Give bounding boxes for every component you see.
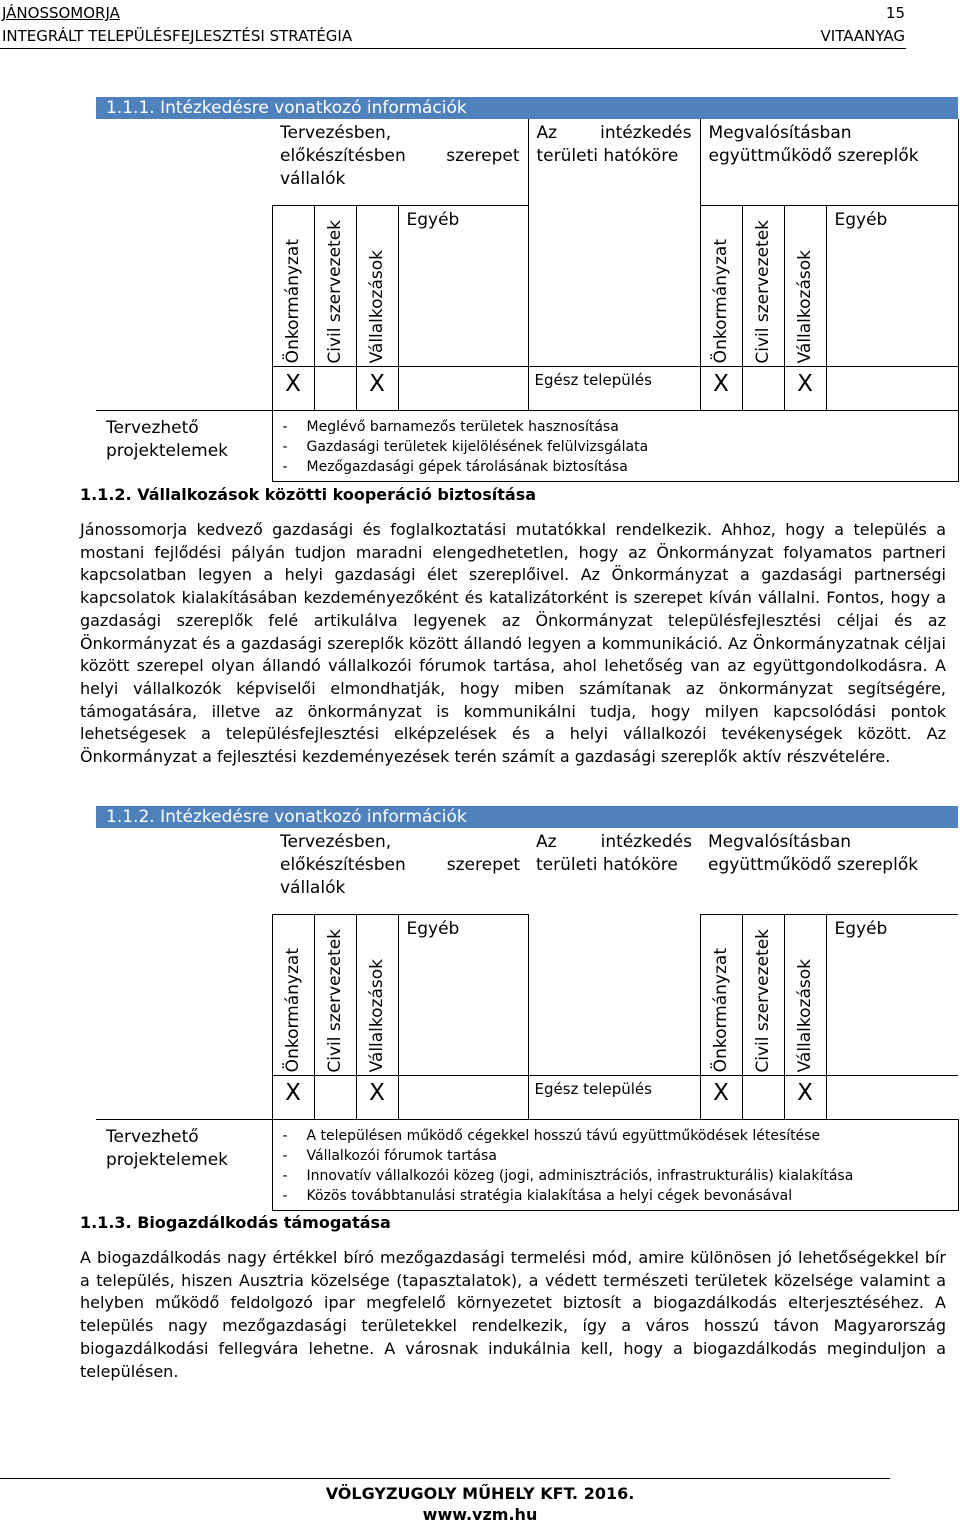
header-document-title: INTEGRÁLT TELEPÜLÉSFEJLESZTÉSI STRATÉGIA [2, 27, 353, 45]
table2-projects-label: Tervezhető projektelemek [96, 1119, 272, 1210]
table2 [96, 828, 959, 1211]
table2-impl-col-municipality: Önkormányzat [700, 914, 742, 1075]
table2-implementation-header: Megvalósításban együttműködő szereplők [708, 832, 919, 875]
table1-mark: X [784, 366, 826, 410]
table1-planning-header: Tervezésben, előkészítésben szerepet vállalók [272, 119, 528, 205]
table2-col-business: Vállalkozások [356, 914, 398, 1075]
table1-mark: X [356, 366, 398, 410]
footer-divider [0, 1478, 890, 1479]
project-item: - Mezőgazdasági gépek tárolásának biztosítása [279, 457, 952, 477]
section-paragraph-organic-farming: A biogazdálkodás nagy értékkel bíró mezőgazdasági termelési mód, amire különösen jó lehetőségekkel bír a település, hiszen Ausztria közelsége (tapasztalatok), a védett természeti területek közelsége valamint a helyben működő feldolgozó ipar megfelelő környezetet biztosít a biogazdálkodás elterjesztéséhez. A település nagy mezőgazdasági területekkel rendelkezik, így a város hosszú távon Magyarország biogazdálkodási fellegvára lehetne. A városnak indukálnia kell, hogy a biogazdálkodás meginduljon a településen. [80, 1248, 946, 1381]
section-heading-organic-farming: 1.1.3. Biogazdálkodás támogatása [80, 1213, 391, 1232]
table2-planning-header: Tervezésben, előkészítésben szerepet vállalók [280, 832, 520, 898]
header-municipality: JÁNOSSOMORJA [2, 4, 120, 22]
table1-projects-label: Tervezhető projektelemek [96, 410, 272, 481]
table2-col-civil: Civil szervezetek [314, 914, 356, 1075]
table1-col-civil: Civil szervezetek [314, 205, 356, 366]
table2-mark [314, 1075, 356, 1119]
table1-impl-col-other: Egyéb [826, 205, 958, 366]
project-item: - Vállalkozói fórumok tartása [279, 1146, 952, 1166]
project-item: - Gazdasági területek kijelölésének felülvizsgálata [279, 437, 952, 457]
table1-title: 1.1.1. Intézkedésre vonatkozó információk [96, 97, 958, 119]
table1-scope-header: Az intézkedés területi hatóköre [528, 119, 700, 205]
table1-projects [272, 410, 958, 481]
table1-scope-value: Egész település [528, 366, 700, 410]
table2-mark [826, 1075, 958, 1119]
table1 [96, 119, 959, 482]
table1-mark [314, 366, 356, 410]
table2-scope-header: Az intézkedés területi hatóköre [536, 832, 692, 875]
table1-mark [826, 366, 958, 410]
section-heading-cooperation: 1.1.2. Vállalkozások közötti kooperáció biztosítása [80, 485, 537, 504]
table2-scope-value: Egész település [528, 1075, 700, 1119]
header-page-number: 15 [885, 4, 905, 22]
table2-col-municipality: Önkormányzat [272, 914, 314, 1075]
footer-company: VÖLGYZUGOLY MŰHELY KFT. 2016. [325, 1484, 635, 1503]
table2-impl-col-business: Vállalkozások [784, 914, 826, 1075]
table2-mark: X [272, 1075, 314, 1119]
table1-mark [742, 366, 784, 410]
header-divider [0, 48, 906, 49]
table1-col-other: Egyéb [398, 205, 528, 366]
footer-website: www.vzm.hu [422, 1505, 538, 1524]
project-item: - Meglévő barnamezős területek hasznosítása [279, 417, 952, 437]
table2-mark: X [700, 1075, 742, 1119]
table1-implementation-header: Megvalósításban együttműködő szereplők [700, 119, 958, 205]
table1-impl-col-civil: Civil szervezetek [742, 205, 784, 366]
table2-title: 1.1.2. Intézkedésre vonatkozó információk [96, 806, 958, 828]
section-paragraph-cooperation: Jánossomorja kedvező gazdasági és foglalkoztatási mutatókkal rendelkezik. Ahhoz, hogy a település a mostani fejlődési pályán tudjon maradni elengedhetetlen, hogy az Önkormányzat folyamatos partneri kapcsolatban legyen a helyi gazdasági élet szereplőivel. Az Önkormányzat a gazdasági partnerségi kapcsolatok kialakításában kezdeményezőként és katalizátorként is szerepet kíván vállalni. Fontos, hogy a gazdasági szereplők felé artikulálva legyenek az Önkormányzat településfejlesztési céljai és az Önkormányzat és a gazdasági szereplők között állandó legyen a kommunikáció. Az Önkormányzatnak céljai között szerepel olyan állandó vállalkozói fórumok tartása, ahol lehetőség van az együttgondolkodásra. A helyi vállalkozók képviselői elmondhatják, hogy miben számítanak az önkormányzat segítségére, támogatására, illetve az önkormányzat is kommunikálni tudja, hogy milyen kapcsolódási pontok lehetségesek a településfejlesztési elképzelések és a helyi vállalkozói tevékenységek között. Az Önkormányzat a fejlesztési kezdeményezések terén számít a gazdasági szereplők aktív részvételére. [80, 520, 946, 767]
project-item: - Innovatív vállalkozói közeg (jogi, adminisztrációs, infrastrukturális) kialakítása [279, 1166, 952, 1186]
table2-mark: X [356, 1075, 398, 1119]
project-item: - Közös továbbtanulási stratégia kialakítása a helyi cégek bevonásával [279, 1186, 952, 1206]
table1-mark [398, 366, 528, 410]
table1-impl-col-municipality: Önkormányzat [700, 205, 742, 366]
project-item: - A településen működő cégekkel hosszú távú együttműködések létesítése [279, 1126, 952, 1146]
table2-mark: X [784, 1075, 826, 1119]
table2-impl-col-civil: Civil szervezetek [742, 914, 784, 1075]
table2-col-other: Egyéb [398, 914, 528, 1075]
header-status: VITAANYAG [820, 27, 905, 45]
table2-mark [398, 1075, 528, 1119]
table1-impl-col-business: Vállalkozások [784, 205, 826, 366]
table1-col-municipality: Önkormányzat [272, 205, 314, 366]
table1-mark: X [272, 366, 314, 410]
table2-mark [742, 1075, 784, 1119]
table1-mark: X [700, 366, 742, 410]
table1-col-business: Vállalkozások [356, 205, 398, 366]
table2-impl-col-other: Egyéb [826, 914, 958, 1075]
table2-projects [272, 1119, 958, 1210]
